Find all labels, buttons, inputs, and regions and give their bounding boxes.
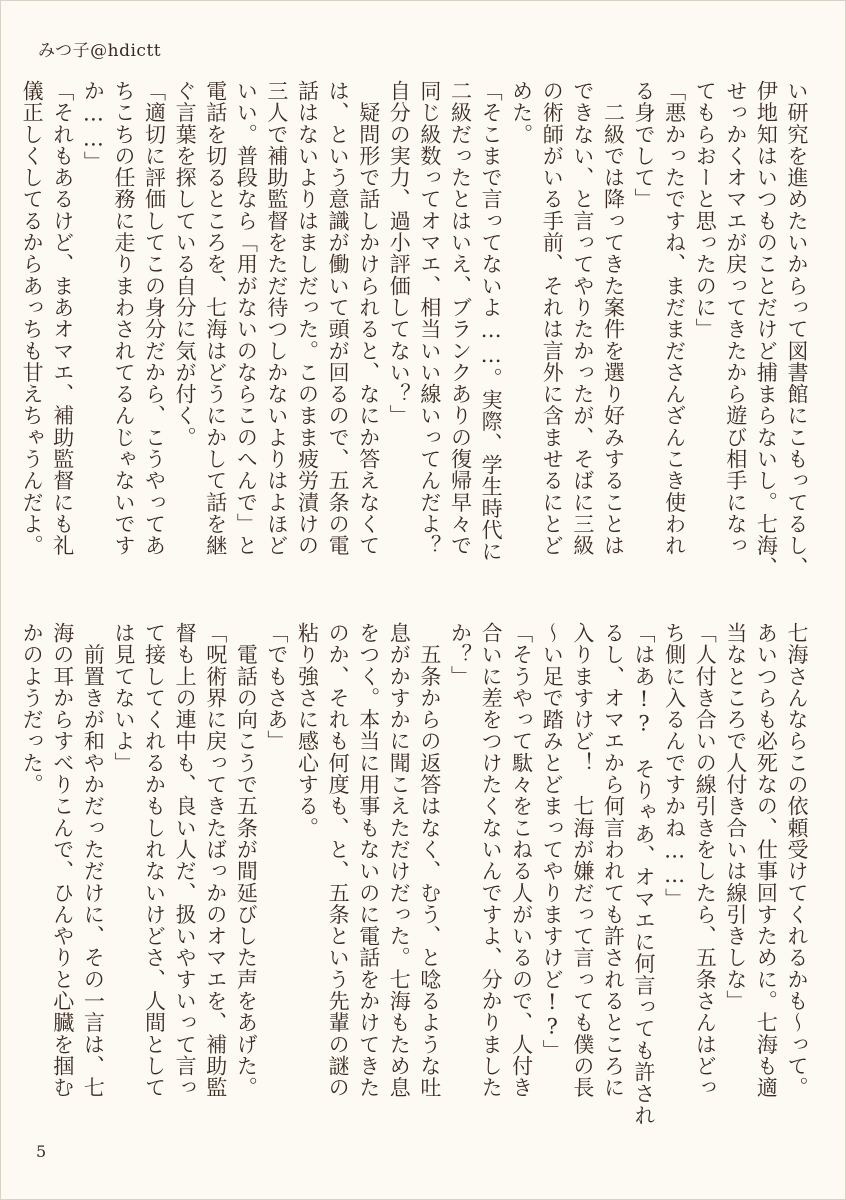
text-line: て接してくれるかもしれないけどさ、人間として [142,622,167,1099]
text-line: せっかくオマエが戻ってきたから遊び相手になっ [723,80,748,557]
text-line: 「適切に評価してこの身分だから、こうやってあ [142,80,167,557]
text-line: 海の耳からすべりこんで、ひんやりと心臓を掴む [50,622,75,1099]
text-line: は、という意識が働いて頭が回るので、五条の電 [326,80,351,557]
text-line: のか、それも何度も、と、五条という先輩の謎の [326,622,351,1099]
text-line: 話はないよりはましだった。このまま疲労漬けの [295,80,320,557]
text-line: をつく。本当に用事もないのに電話をかけてきた [356,622,381,1099]
text-line: 〜い足で踏みとどまってやりますけど!?」 [540,622,565,1061]
text-line: 儀正しくしてるからあっちも甘えちゃうんだよ。 [20,80,45,557]
author-name: みつ子@hdictt [38,41,162,61]
text-line: めた。 [509,80,534,145]
text-line: ち側に入るんですかね……」 [662,622,687,910]
text-line: の術師がいる手前、それは言外に含ませるにとど [540,80,565,557]
text-line: 息がかすかに聞こえただけだった。七海もため息 [387,622,412,1099]
text-line: あいつらも必死なの、仕事回すために。七海も適 [754,622,779,1099]
text-line: 七海さんならこの依頼受けてくれるかも〜って。 [785,622,809,1099]
text-line: は見てないよ」 [111,622,136,774]
text-line: いい。普段なら「用がないのならこのへんで」と [234,80,259,557]
text-line: ぐ言葉を探している自分に気が付く。 [173,80,198,449]
text-line: 入りますけど！ 七海が嫌だって言っても僕の長 [570,622,595,1099]
text-line: 疑問形で話しかけられると、なにか答えなくて [356,80,381,557]
page-number: 5 [36,1142,47,1161]
text-line: 「はあ!? そりゃあ、オマエに何言っても許され [632,622,657,1126]
text-line: 「悪かったですね、まだまださんざんこき使われ [662,80,687,557]
text-block-bottom [17,622,812,1126]
text-line: 「そうやって駄々をこねる人がいるので、人付き [509,622,534,1099]
text-line: るし、オマエから何言われても許されるところに [601,622,626,1099]
text-line: い研究を進めたいからって図書館にこもってるし、 [785,80,809,578]
text-line: 伊地知はいつものことだけど捕まらないし。七海、 [754,80,779,578]
text-line: 電話を切るところを、七海はどうにかして話を継 [203,80,228,557]
text-line: 自分の実力、過小評価してない？」 [387,80,412,427]
text-block-top [17,80,812,580]
text-line: 「でもさあ」 [264,622,289,752]
text-line: ちこちの任務に走りまわされてるんじゃないです [111,80,136,557]
text-line: 二級では降ってきた案件を選り好みすることは [601,80,626,557]
text-line: 二級だったとはいえ、ブランクありの復帰早々で [448,80,473,557]
text-line: 「そこまで言ってないよ……。実際、学生時代に [479,80,504,563]
text-line: る身でして」 [632,80,657,210]
text-line: できない、と言ってやりたかったが、そばに三級 [570,80,595,557]
text-line: 「人付き合いの線引きをしたら、五条さんはどっ [693,622,718,1099]
text-line: 督も上の連中も、良い人だ、扱いやすいって言っ [173,622,198,1099]
text-line: 五条からの返答はなく、むう、と唸るような吐 [417,622,442,1099]
text-line: か……」 [81,80,106,173]
text-line: 電話の向こうで五条が間延びした声をあげた。 [234,622,259,1099]
text-line: 前置きが和やかだっただけに、その一言は、七 [81,622,106,1099]
text-line: 「それもあるけど、まあオマエ、補助監督にも礼 [50,80,75,557]
text-line: 合いに差をつけたくないんですよ、分かりました [479,622,504,1099]
text-line: 「呪術界に戻ってきたばっかのオマエを、補助監 [203,622,228,1099]
text-line: てもらおーと思ったのに」 [693,80,718,340]
text-line: か？」 [448,622,473,687]
text-line: 粘り強さに感心する。 [295,622,320,839]
text-line: かのようだった。 [20,622,45,796]
text-line: 三人で補助監督をただ待つしかないよりはよほど [264,80,289,557]
text-line: 同じ級数ってオマエ、相当いい線いってんだよ？ [417,80,442,557]
text-line: 当なところで人付き合いは線引きしな」 [723,622,748,1012]
